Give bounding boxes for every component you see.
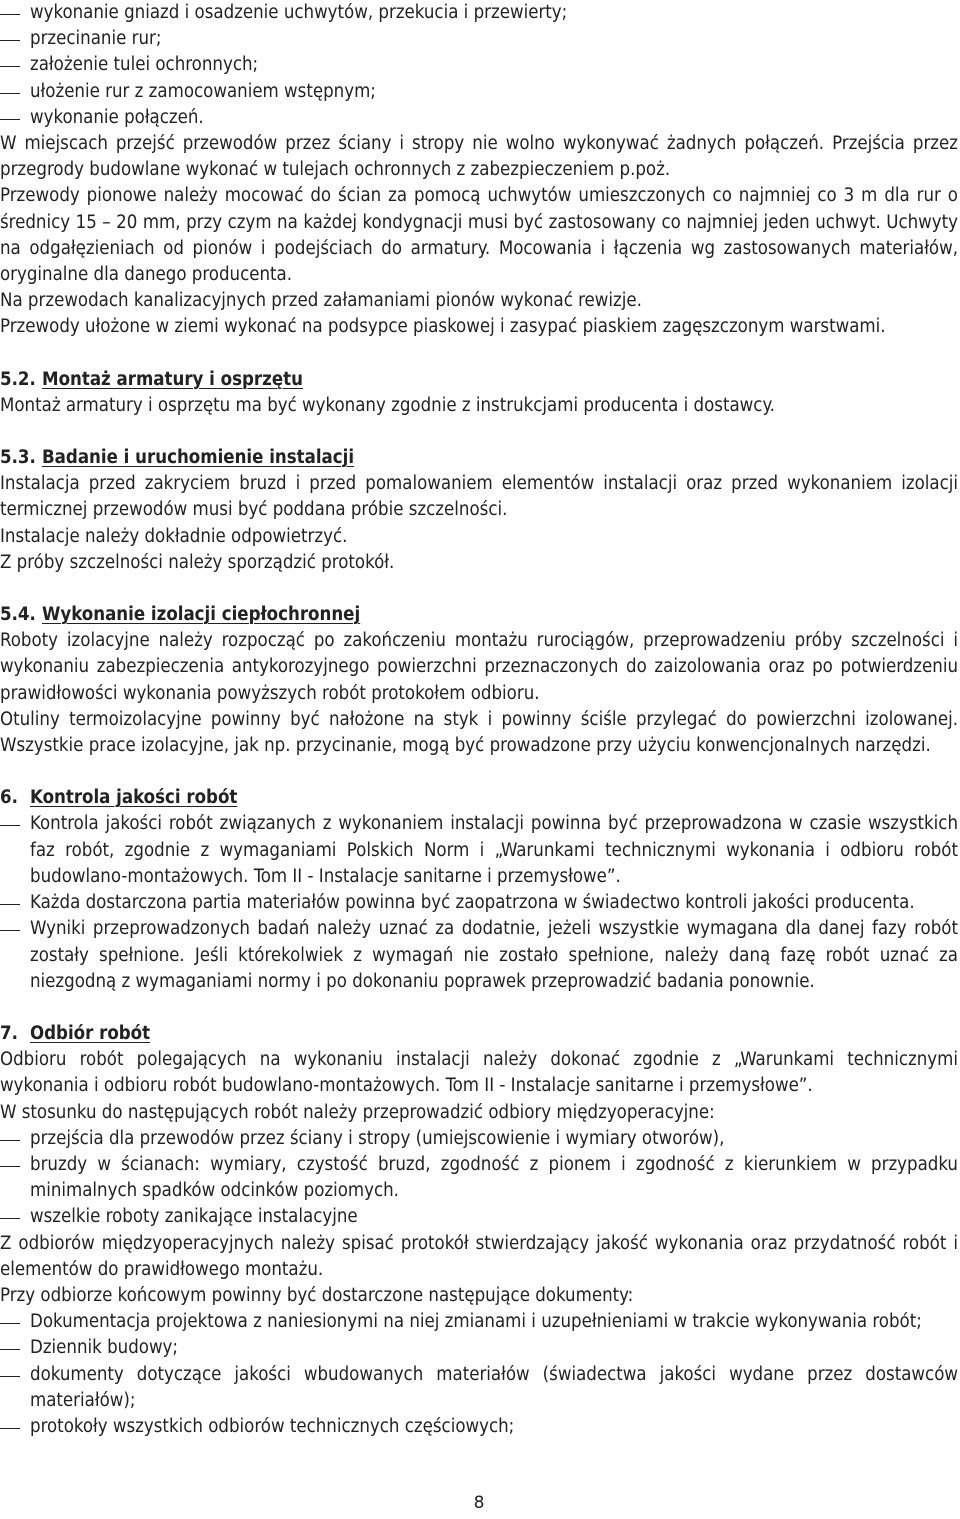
dash-bullet xyxy=(0,825,20,826)
final-documents-list xyxy=(0,1309,958,1440)
paragraph: Instalacje należy dokładnie odpowietrzyć. xyxy=(0,525,348,547)
list-item: przejścia dla przewodów przez ściany i stropy (umiejscowienie i wymiary otworów), xyxy=(0,1126,958,1152)
list-item: Kontrola jakości robót związanych z wykonaniem instalacji powinna być przeprowadzona w czasie wszystkich faz robót, zgodnie z wymaganiami Polskich Norm i „Warunkami technicznymi wykonania i odbioru robót budowlano-montażowych. Tom II - Instalacje sanitarne i przemysłowe”. xyxy=(0,811,958,890)
dash-bullet xyxy=(0,1323,20,1324)
dash-bullet xyxy=(0,1349,20,1350)
dash-bullet xyxy=(0,1166,20,1167)
dash-bullet xyxy=(0,1140,20,1141)
dash-bullet xyxy=(0,1218,20,1219)
section-heading-7 xyxy=(0,1021,958,1047)
section-number: 6. xyxy=(0,787,18,809)
section-heading-5-4 xyxy=(0,602,958,628)
list-item: Wyniki przeprowadzonych badań należy uznać za dodatnie, jeżeli wszystkie wymagana dla danej fazy robót zostały spełnione. Jeśli którekolwiek z wymagań nie zostało spełnione, należy daną fazę robót uznać za niezgodną z wymaganiami normy i po dokonaniu poprawek przeprowadzić badania ponownie. xyxy=(0,916,958,995)
section-title: Montaż armatury i osprzętu xyxy=(42,368,303,390)
list-item: założenie tulei ochronnych; xyxy=(0,52,958,78)
interoperational-list xyxy=(0,1126,958,1231)
dash-bullet xyxy=(0,40,20,41)
section-number: 5.3. xyxy=(0,447,36,469)
paragraph: Na przewodach kanalizacyjnych przed załamaniami pionów wykonać rewizje. xyxy=(0,290,642,312)
paragraph: Montaż armatury i osprzętu ma być wykonany zgodnie z instrukcjami producenta i dostawcy. xyxy=(0,394,775,416)
paragraph: Otuliny termoizolacyjne powinny być nałożone na styk i powinny ściśle przylegać do powierzchni izolowanej. Wszystkie prace izolacyjne, jak np. przycinanie, mogą być prowadzone przy użyciu konwencjonalnych narzędzi. xyxy=(0,708,958,757)
section-heading-5-3 xyxy=(0,445,958,471)
list-item: wykonanie gniazd i osadzenie uchwytów, przekucia i przewierty; xyxy=(0,0,958,26)
dash-bullet xyxy=(0,93,20,94)
section-title: Odbiór robót xyxy=(30,1022,151,1044)
page-number: 8 xyxy=(473,1493,485,1513)
dash-bullet xyxy=(0,14,20,15)
dash-bullet xyxy=(0,66,20,67)
list-item: Dokumentacja projektowa z naniesionymi na niej zmianami i uzupełnieniami w trakcie wykonywania robót; xyxy=(0,1309,958,1335)
list-item: Każda dostarczona partia materiałów powinna być zaopatrzona w świadectwo kontroli jakości producenta. xyxy=(0,890,958,916)
list-item: przecinanie rur; xyxy=(0,26,958,52)
dash-bullet xyxy=(0,119,20,120)
section-title: Kontrola jakości robót xyxy=(30,787,238,809)
quality-control-list xyxy=(0,811,958,994)
paragraph: Z odbiorów międzyoperacyjnych należy spisać protokół stwierdzający jakość wykonania oraz przydatność robót i elementów do prawidłowego montażu. xyxy=(0,1232,958,1280)
paragraph: Przy odbiorze końcowym powinny być dostarczone następujące dokumenty: xyxy=(0,1284,634,1306)
paragraph: Odbioru robót polegających na wykonaniu instalacji należy dokonać zgodnie z „Warunkami technicznymi wykonania i odbioru robót budowlano-montażowych. Tom II - Instalacje sanitarne i przemysłowe”. xyxy=(0,1049,958,1097)
dash-bullet xyxy=(0,1428,20,1429)
paragraph: Instalacja przed zakryciem bruzd i przed pomalowaniem elementów instalacji oraz przed wykonaniem izolacji termicznej przewodów musi być poddana próbie szczelności. xyxy=(0,473,958,521)
list-item: bruzdy w ścianach: wymiary, czystość bruzd, zgodność z pionem i zgodność z kierunkiem w przypadku minimalnych spadków odcinków poziomych. xyxy=(0,1152,958,1204)
list-item: ułożenie rur z zamocowaniem wstępnym; xyxy=(0,79,958,105)
paragraph: W miejscach przejść przewodów przez ściany i stropy nie wolno wykonywać żadnych połączeń. Przejścia przez przegrody budowlane wykonać w tulejach ochronnych z zabezpieczeniem p.poż. xyxy=(0,133,958,181)
section-heading-6 xyxy=(0,785,958,811)
list-item: Dziennik budowy; xyxy=(0,1335,958,1361)
section-number: 5.2. xyxy=(0,368,36,390)
section-title: Badanie i uruchomienie instalacji xyxy=(42,447,355,469)
intro-list xyxy=(0,0,958,131)
list-item: wykonanie połączeń. xyxy=(0,105,958,131)
paragraph: Przewody pionowe należy mocować do ścian za pomocą uchwytów umieszczonych co najmniej co 3 m dla rur o średnicy 15 – 20 mm, przy czym na każdej kondygnacji musi być zastosowany co najmniej jeden uchwyt. Uchwyty na odgałęzieniach od pionów i podejściach do armatury. Mocowania i łączenia wg zastosowanych materiałów, oryginalne dla danego producenta. xyxy=(0,185,958,286)
dash-bullet xyxy=(0,930,20,931)
paragraph: Z próby szczelności należy sporządzić protokół. xyxy=(0,551,395,573)
list-item: protokoły wszystkich odbiorów technicznych częściowych; xyxy=(0,1414,958,1440)
section-number: 5.4. xyxy=(0,604,36,626)
paragraph: W stosunku do następujących robót należy przeprowadzić odbiory międzyoperacyjne: xyxy=(0,1101,715,1123)
list-item: dokumenty dotyczące jakości wbudowanych materiałów (świadectwa jakości wydane przez dostawców materiałów); xyxy=(0,1362,958,1414)
dash-bullet xyxy=(0,904,20,905)
dash-bullet xyxy=(0,1376,20,1377)
list-item: wszelkie roboty zanikające instalacyjne xyxy=(0,1204,958,1230)
paragraph: Roboty izolacyjne należy rozpocząć po zakończeniu montażu rurociągów, przeprowadzeniu próby szczelności i wykonaniu zabezpieczenia antykorozyjnego powierzchni przeznaczonych do zaizolowania oraz po potwierdzeniu prawidłowości wykonania powyższych robót protokołem odbioru. xyxy=(0,630,958,704)
paragraph: Przewody ułożone w ziemi wykonać na podsypce piaskowej i zasypać piaskiem zagęszczonym warstwami. xyxy=(0,316,886,338)
section-heading-5-2 xyxy=(0,367,958,393)
section-title: Wykonanie izolacji ciepłochronnej xyxy=(42,604,361,626)
section-number: 7. xyxy=(0,1022,18,1044)
